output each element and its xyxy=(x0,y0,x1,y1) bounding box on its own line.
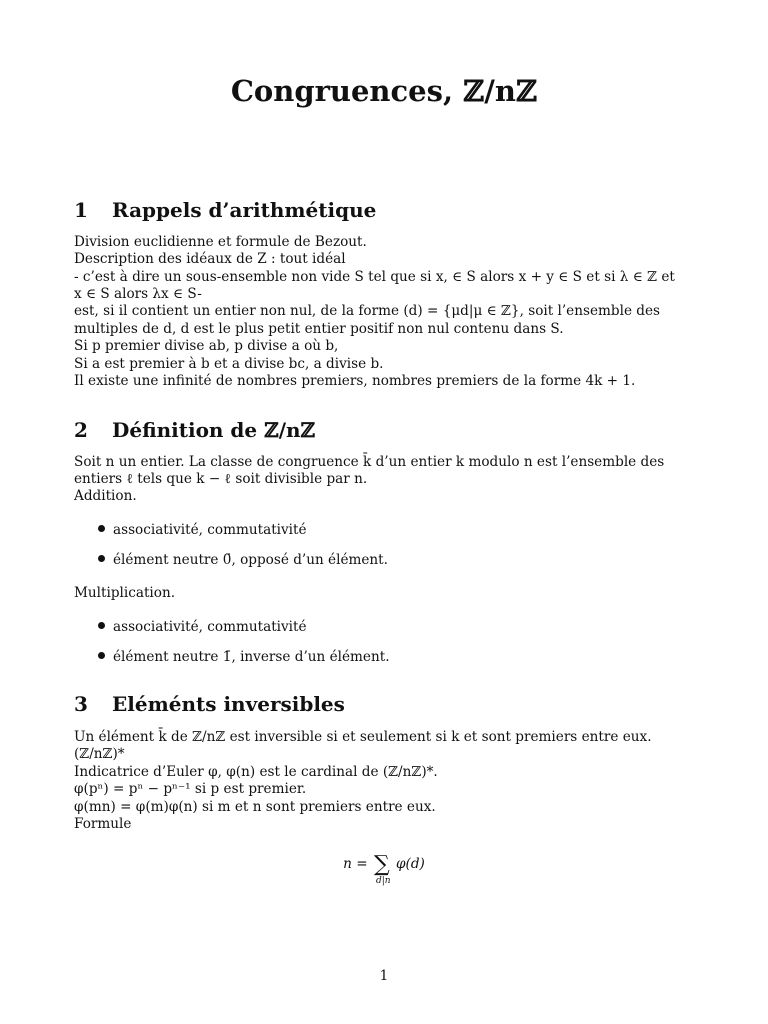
section-number: 3 xyxy=(74,692,88,716)
section-1-line: est, si il contient un entier non nul, de la forme (d) = {μd|μ ∈ ℤ}, soit l’ensemble des xyxy=(74,303,661,319)
list-item xyxy=(98,651,390,665)
list-item-text: associativité, commutativité xyxy=(113,619,307,635)
multiplication-label: Multiplication. xyxy=(74,585,176,601)
page-title: Congruences, ℤ/nℤ xyxy=(230,74,538,108)
summation-symbol: ∑ xyxy=(373,852,390,877)
bullet-icon xyxy=(98,622,105,629)
summation-index: d|n xyxy=(375,876,391,886)
section-1-line: Il existe une infinité de nombres premiers, nombres premiers de la forme 4k + 1. xyxy=(74,373,636,389)
section-1-heading xyxy=(74,198,376,222)
section-3-line: (ℤ/nℤ)* xyxy=(74,746,125,762)
bullet-icon xyxy=(98,652,105,659)
list-item xyxy=(98,554,388,568)
section-title: Rappels d’arithmétique xyxy=(112,198,377,222)
section-3-heading xyxy=(74,692,345,716)
section-3-line: Un élément k̄ de ℤ/nℤ est inversible si et seulement si k et sont premiers entre eux. xyxy=(74,729,652,745)
section-1-line: Description des idéaux de Z : tout idéal xyxy=(74,251,346,267)
section-title: Définition de ℤ/nℤ xyxy=(112,418,316,442)
section-1-line: - c’est à dire un sous-ensemble non vide S tel que si x, ∈ S alors x + y ∈ S et si λ ∈ ℤ et xyxy=(74,269,675,285)
page-number: 1 xyxy=(379,968,389,984)
section-3-line: Formule xyxy=(74,816,132,832)
summation-sign xyxy=(373,852,391,886)
section-2-line: Soit n un entier. La classe de congruence k̄ d’un entier k modulo n est l’ensemble des xyxy=(74,454,665,470)
formula-lhs: n = xyxy=(343,856,368,872)
section-2-heading xyxy=(74,418,315,442)
section-2-line: Addition. xyxy=(74,488,137,504)
section-3-line: φ(pⁿ) = pⁿ − pⁿ⁻¹ si p est premier. xyxy=(74,781,307,797)
formula-rhs: φ(d) xyxy=(396,856,425,872)
section-3-line: Indicatrice d’Euler φ, φ(n) est le cardinal de (ℤ/nℤ)*. xyxy=(74,764,438,780)
section-title: Eléménts inversibles xyxy=(112,692,345,716)
list-item xyxy=(98,524,307,538)
section-1-line: Si p premier divise ab, p divise a où b, xyxy=(74,338,339,354)
section-2-line: entiers ℓ tels que k − ℓ soit divisible par n. xyxy=(74,471,368,487)
bullet-icon xyxy=(98,555,105,562)
euler-sum-formula xyxy=(0,852,768,886)
section-number: 2 xyxy=(74,418,88,442)
list-item-text: associativité, commutativité xyxy=(113,522,307,538)
bullet-icon xyxy=(98,525,105,532)
list-item-text: élément neutre 0̄, opposé d’un élément. xyxy=(113,552,388,568)
section-1-line: x ∈ S alors λx ∈ S- xyxy=(74,286,202,302)
list-item xyxy=(98,621,307,635)
list-item-text: élément neutre 1̄, inverse d’un élément. xyxy=(113,649,390,665)
section-number: 1 xyxy=(74,198,88,222)
section-1-line: Si a est premier à b et a divise bc, a divise b. xyxy=(74,356,384,372)
section-3-line: φ(mn) = φ(m)φ(n) si m et n sont premiers entre eux. xyxy=(74,799,436,815)
section-1-line: multiples de d, d est le plus petit entier positif non nul contenu dans S. xyxy=(74,321,564,337)
section-1-line: Division euclidienne et formule de Bezout. xyxy=(74,234,367,250)
